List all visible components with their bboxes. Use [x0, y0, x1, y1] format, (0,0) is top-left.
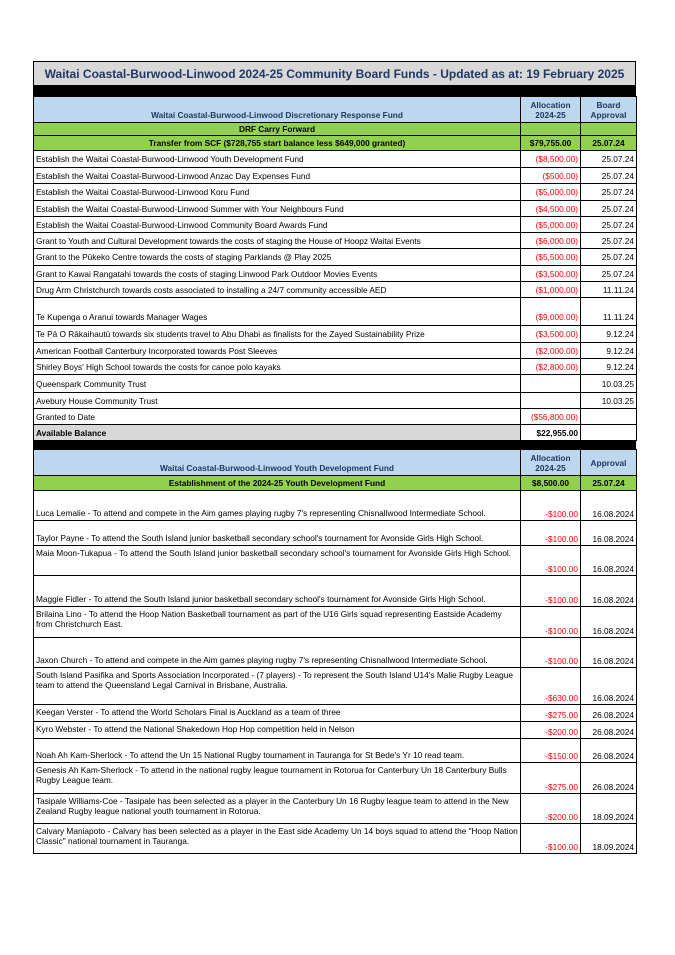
- drf-grant-row: [34, 298, 637, 326]
- grant-amount: -$200.00: [521, 794, 581, 824]
- grant-description: Te Kupenga o Aranui towards Manager Wages: [34, 298, 521, 326]
- grant-description: Calvary Maniapoto - Calvary has been selected as a player in the East side Academy Un 14 boys squad to attend the "Hoop Nation Classic" national tournament in Tauranga.: [34, 824, 521, 854]
- grant-amount: ($9,000.00): [521, 298, 581, 326]
- ydf-grant-row: [34, 491, 637, 521]
- drf-grant-row: [34, 168, 637, 184]
- grant-description: Grant to Kawai Rangatahi towards the costs of staging Linwood Park Outdoor Movies Events: [34, 266, 521, 282]
- grant-amount: -$100.00: [521, 824, 581, 854]
- approval-date: 16.08.2024: [581, 491, 637, 521]
- granted-to-date-label: Granted to Date: [34, 409, 521, 425]
- ydf-establish-row: [34, 476, 637, 491]
- grant-amount: ($3,500.00): [521, 266, 581, 282]
- grant-amount: ($500.00): [521, 168, 581, 184]
- grant-amount: [521, 393, 581, 409]
- grant-amount: ($1,000.00): [521, 282, 581, 298]
- grant-amount: ($6,000.00): [521, 233, 581, 249]
- grant-description: Queenspark Community Trust: [34, 375, 521, 393]
- approval-date: 25.07.24: [581, 233, 637, 249]
- ydf-grant-row: [34, 739, 637, 763]
- drf-col-approval: Board Approval: [581, 97, 637, 123]
- drf-transfer-amount: $79,755.00: [521, 136, 581, 151]
- ydf-grant-row: [34, 521, 637, 546]
- drf-grant-row: [34, 233, 637, 249]
- grant-description: Brilaina Lino - To attend the Hoop Nation Basketball tournament as part of the U16 Girls squad representing Eastside Academy from Christchurch East.: [34, 607, 521, 638]
- approval-date: 26.08.2024: [581, 705, 637, 722]
- drf-grant-row: [34, 151, 637, 168]
- approval-date: 16.08.2024: [581, 668, 637, 705]
- grant-amount: -$630.00: [521, 668, 581, 705]
- grant-amount: -$200.00: [521, 722, 581, 739]
- ydf-col-approval: Approval: [581, 450, 637, 476]
- drf-transfer-desc: Transfer from SCF ($728,755 start balance less $649,000 granted): [34, 136, 521, 151]
- grant-amount: ($2,800.00): [521, 359, 581, 375]
- ydf-grant-row: [34, 824, 637, 854]
- available-balance-amount: $22,955.00: [521, 425, 581, 441]
- approval-date: 26.08.2024: [581, 722, 637, 739]
- ydf-grant-row: [34, 705, 637, 722]
- granted-to-date-amount: ($56,800.00): [521, 409, 581, 425]
- ydf-grant-row: [34, 668, 637, 705]
- ydf-header-row: [34, 450, 637, 476]
- approval-date: 25.07.24: [581, 151, 637, 168]
- available-balance-label: Available Balance: [34, 425, 521, 441]
- ydf-grant-row: [34, 607, 637, 638]
- approval-date: 18.09.2024: [581, 794, 637, 824]
- grant-description: Grant to Youth and Cultural Development towards the costs of staging the House of Hoopz Waitai Events: [34, 233, 521, 249]
- grant-amount: -$100.00: [521, 576, 581, 607]
- drf-grant-row: [34, 266, 637, 282]
- drf-transfer-date: 25.07.24: [581, 136, 637, 151]
- divider-bar: [33, 86, 636, 96]
- grant-description: Maggie Fidler - To attend the South Island junior basketball secondary school's tournament for Avonside Girls High School.: [34, 576, 521, 607]
- drf-grant-row: [34, 393, 637, 409]
- approval-date: 18.09.2024: [581, 824, 637, 854]
- ydf-establish-desc: Establishment of the 2024-25 Youth Development Fund: [34, 476, 521, 491]
- approval-date: 26.08.2024: [581, 739, 637, 763]
- grant-amount: [521, 375, 581, 393]
- divider-bar: [33, 441, 636, 449]
- grant-description: Kyro Webster - To attend the National Shakedown Hop Hop competition held in Nelson: [34, 722, 521, 739]
- document-page: [33, 61, 636, 854]
- grant-description: Establish the Waitai Coastal-Burwood-Linwood Koru Fund: [34, 184, 521, 201]
- grant-description: Establish the Waitai Coastal-Burwood-Linwood Youth Development Fund: [34, 151, 521, 168]
- approval-date: 26.08.2024: [581, 763, 637, 794]
- drf-grant-row: [34, 217, 637, 233]
- drf-table: [33, 96, 637, 441]
- grant-description: Jaxon Church - To attend and compete in the Aim games playing rugby 7's representing Chisnallwood Intermediate School.: [34, 638, 521, 668]
- grant-description: Maia Moon-Tukapua - To attend the South Island junior basketball secondary school's tournament for Avonside Girls High School.: [34, 546, 521, 576]
- drf-header-row: [34, 97, 637, 123]
- ydf-table: [33, 449, 637, 854]
- grant-amount: ($8,500.00): [521, 151, 581, 168]
- approval-date: 25.07.24: [581, 266, 637, 282]
- drf-carry-forward-row: [34, 123, 637, 136]
- grant-amount: -$150.00: [521, 739, 581, 763]
- grant-amount: ($3,500.00): [521, 326, 581, 343]
- approval-date: 9.12.24: [581, 359, 637, 375]
- ydf-grant-row: [34, 763, 637, 794]
- ydf-establish-date: 25.07.24: [581, 476, 637, 491]
- approval-date: 25.07.24: [581, 201, 637, 217]
- drf-grant-row: [34, 184, 637, 201]
- drf-grant-row: [34, 343, 637, 359]
- grant-amount: -$100.00: [521, 607, 581, 638]
- grant-amount: -$275.00: [521, 705, 581, 722]
- grant-description: Establish the Waitai Coastal-Burwood-Linwood Summer with Your Neighbours Fund: [34, 201, 521, 217]
- grant-description: Luca Lemalie - To attend and compete in the Aim games playing rugby 7's representing Chisnallwood Intermediate School.: [34, 491, 521, 521]
- approval-date: 11.11.24: [581, 282, 637, 298]
- ydf-heading: Waitai Coastal-Burwood-Linwood Youth Development Fund: [34, 450, 521, 476]
- ydf-grant-row: [34, 638, 637, 668]
- drf-grant-row: [34, 249, 637, 266]
- grant-description: Keegan Verster - To attend the World Scholars Final is Auckland as a team of three: [34, 705, 521, 722]
- drf-grant-row: [34, 282, 637, 298]
- ydf-grant-row: [34, 576, 637, 607]
- ydf-grant-row: [34, 546, 637, 576]
- approval-date: 16.08.2024: [581, 607, 637, 638]
- grant-description: Genesis Ah Kam-Sherlock - To attend in the national rugby league tournament in Rotorua for Canterbury Un 18 Canterbury Bulls Rugby League team.: [34, 763, 521, 794]
- drf-grant-row: [34, 359, 637, 375]
- approval-date: 10.03.25: [581, 375, 637, 393]
- grant-amount: ($5,000.00): [521, 217, 581, 233]
- ydf-establish-amount: $8,500.00: [521, 476, 581, 491]
- drf-grant-row: [34, 326, 637, 343]
- grant-amount: ($2,000.00): [521, 343, 581, 359]
- grant-description: Noah Ah Kam-Sherlock - To attend the Un 15 National Rugby tournament in Tauranga for St Bede's Yr 10 read team.: [34, 739, 521, 763]
- ydf-col-allocation: Allocation 2024-25: [521, 450, 581, 476]
- approval-date: 16.08.2024: [581, 638, 637, 668]
- drf-available-row: [34, 425, 637, 441]
- ydf-grant-row: [34, 722, 637, 739]
- grant-amount: ($4,500.00): [521, 201, 581, 217]
- grant-description: Drug Arm Christchurch towards costs associated to installing a 24/7 community accessible AED: [34, 282, 521, 298]
- approval-date: 16.08.2024: [581, 546, 637, 576]
- drf-carry-forward: DRF Carry Forward: [34, 123, 521, 136]
- approval-date: 25.07.24: [581, 217, 637, 233]
- grant-amount: ($5,500.00): [521, 249, 581, 266]
- grant-description: American Football Canterbury Incorporated towards Post Sleeves: [34, 343, 521, 359]
- grant-description: Establish the Waitai Coastal-Burwood-Linwood Community Board Awards Fund: [34, 217, 521, 233]
- grant-description: South Island Pasifika and Sports Association Incorporated - (7 players) - To represent the South Island U14's Malie Rugby League team to attend the Queensland Legal Carnival in Brisbane, Australia.: [34, 668, 521, 705]
- grant-description: Tasipale Williams-Coe - Tasipale has been selected as a player in the Canterbury Un 16 Rugby league team to attend in the New Zealand Rugby league national youth tournament in Rotorua.: [34, 794, 521, 824]
- drf-grant-row: [34, 375, 637, 393]
- approval-date: 9.12.24: [581, 326, 637, 343]
- page-title: Waitai Coastal-Burwood-Linwood 2024-25 Community Board Funds - Updated as at: 19 February 2025: [33, 61, 636, 86]
- grant-amount: -$100.00: [521, 546, 581, 576]
- grant-description: Taylor Payne - To attend the South Island junior basketball secondary school's tournament for Avonside Girls High School.: [34, 521, 521, 546]
- grant-amount: -$100.00: [521, 491, 581, 521]
- approval-date: 10.03.25: [581, 393, 637, 409]
- ydf-grant-row: [34, 794, 637, 824]
- grant-amount: -$100.00: [521, 638, 581, 668]
- approval-date: 25.07.24: [581, 249, 637, 266]
- grant-description: Shirley Boys' High School towards the costs for canoe polo kayaks: [34, 359, 521, 375]
- approval-date: 25.07.24: [581, 168, 637, 184]
- grant-description: Establish the Waitai Coastal-Burwood-Linwood Anzac Day Expenses Fund: [34, 168, 521, 184]
- drf-grant-row: [34, 201, 637, 217]
- grant-description: Avebury House Community Trust: [34, 393, 521, 409]
- approval-date: 16.08.2024: [581, 576, 637, 607]
- grant-amount: ($5,000.00): [521, 184, 581, 201]
- approval-date: 9.12.24: [581, 343, 637, 359]
- drf-col-allocation: Allocation 2024-25: [521, 97, 581, 123]
- approval-date: 16.08.2024: [581, 521, 637, 546]
- grant-amount: -$275.00: [521, 763, 581, 794]
- grant-description: Grant to the Pūkeko Centre towards the costs of staging Parklands @ Play 2025: [34, 249, 521, 266]
- drf-transfer-row: [34, 136, 637, 151]
- drf-heading: Waitai Coastal-Burwood-Linwood Discretionary Response Fund: [34, 97, 521, 123]
- drf-granted-row: [34, 409, 637, 425]
- grant-description: Te Pā O Rākaihautū towards six students travel to Abu Dhabi as finalists for the Zayed Sustainability Prize: [34, 326, 521, 343]
- approval-date: 11.11.24: [581, 298, 637, 326]
- grant-amount: -$100.00: [521, 521, 581, 546]
- approval-date: 25.07.24: [581, 184, 637, 201]
